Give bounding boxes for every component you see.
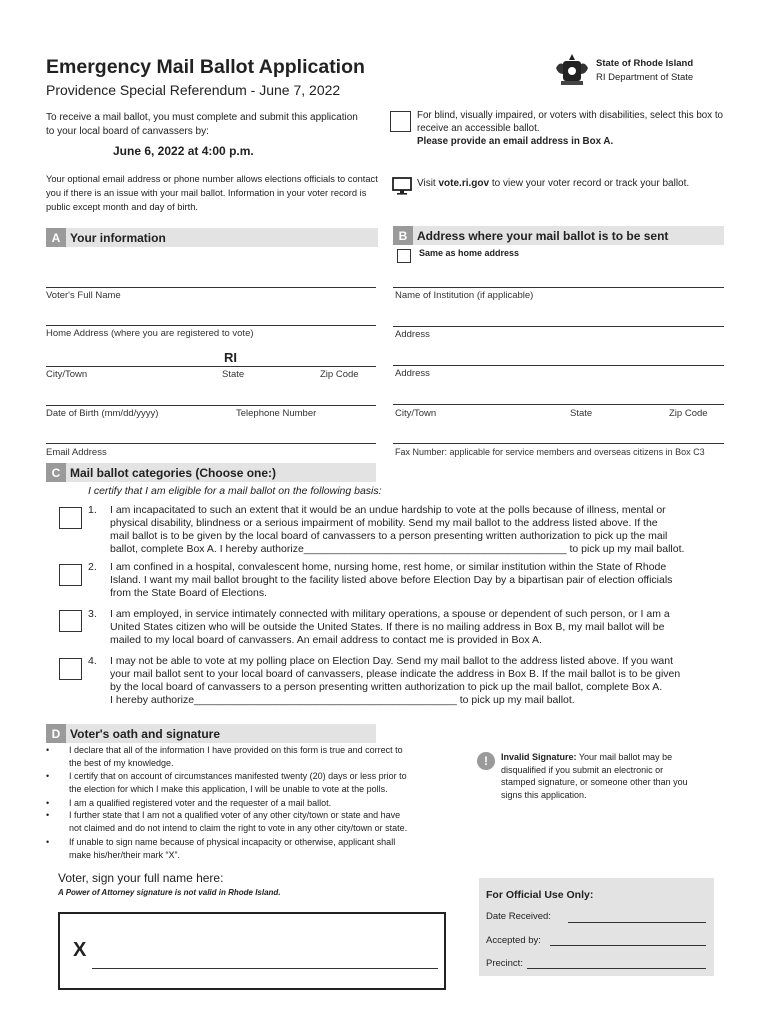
oath-bullet-marker: • <box>46 798 50 808</box>
state-value: RI <box>224 350 237 365</box>
state-label: State <box>222 369 245 380</box>
mail-city-line[interactable] <box>393 404 724 405</box>
category-3-checkbox[interactable] <box>59 610 82 632</box>
category-4-line: your mail ballot sent to your local board of canvassers, please indicate the address in Box B. If the mail ballot is to be given <box>110 668 681 680</box>
institution-line[interactable] <box>393 287 724 288</box>
x-mark: X <box>73 939 87 961</box>
category-2-line: from the State Board of Elections. <box>110 587 267 599</box>
full-name-line[interactable] <box>46 287 376 288</box>
certify-text: I certify that I am eligible for a mail ballot on the following basis: <box>88 485 382 497</box>
dob-label: Date of Birth (mm/dd/yyyy) <box>46 408 159 419</box>
form-subtitle: Providence Special Referendum - June 7, 2022 <box>46 82 341 98</box>
category-1-line: ballot, complete Box A. I hereby authorize_____________________________________________ to pick up my mail ballot. <box>110 543 685 555</box>
category-4-line: I hereby authorize_____________________________________________ to pick up my mail ballot. <box>110 694 575 706</box>
oath-line: I further state that I am not a qualified voter of any other city/town or state and have <box>69 810 401 820</box>
home-address-line[interactable] <box>46 325 376 326</box>
accessible-ballot-checkbox[interactable] <box>390 111 411 132</box>
email-label: Email Address <box>46 447 107 458</box>
fax-label: Fax Number: applicable for service members and overseas citizens in Box C3 <box>395 447 705 457</box>
phone-label: Telephone Number <box>236 408 317 419</box>
category-4-line: by the local board of canvassers to a person presenting written authorization to pick up the mail ballot, complete Box A. <box>110 681 663 693</box>
mail-zip-label: Zip Code <box>669 408 708 419</box>
state-name: State of Rhode Island <box>596 58 694 69</box>
date-received-label: Date Received: <box>486 911 551 922</box>
section-a-tag: A <box>46 228 66 247</box>
invalid-signature-title: Invalid Signature: <box>501 752 577 762</box>
fax-line[interactable] <box>393 443 724 444</box>
category-4-line: I may not be able to vote at my polling place on Election Day. Send my mail ballot to the address listed above. If you want <box>110 655 674 667</box>
deadline: June 6, 2022 at 4:00 p.m. <box>113 144 254 158</box>
precinct-label: Precinct: <box>486 958 523 969</box>
mail-address-line-2[interactable] <box>393 365 724 366</box>
category-4-number: 4. <box>88 655 97 667</box>
section-b-header <box>393 226 724 245</box>
accessible-ballot-text <box>417 109 723 148</box>
oath-item <box>69 836 395 861</box>
invalid-signature-note <box>501 751 721 801</box>
oath-bullet-marker: • <box>46 771 50 781</box>
invalid-signature-line: signs this application. <box>501 789 587 800</box>
mail-state-label: State <box>570 408 593 419</box>
category-3-text <box>110 608 670 647</box>
vote-ri-prefix: Visit <box>417 178 436 189</box>
oath-line: make his/her/their mark “X”. <box>69 849 181 860</box>
category-3-number: 3. <box>88 608 97 620</box>
oath-item <box>69 744 403 769</box>
mail-address-label-1: Address <box>395 329 430 340</box>
category-1-line: mail ballot is to be given by the local board of canvassers to a person presenting written authorization to pick up the mail <box>110 530 668 542</box>
category-1-line: I am incapacitated to such an extent that it would be an undue hardship to vote at the polls because of illness, mental or <box>110 504 666 516</box>
category-3-line: I am employed, in service intimately connected with military operations, a spouse or dependent of such person, or I am a <box>110 608 670 620</box>
same-as-home-label: Same as home address <box>419 248 520 258</box>
intro-text: To receive a mail ballot, you must complete and submit this application to your local board of canvassers by: <box>46 112 358 137</box>
poa-note: A Power of Attorney signature is not valid in Rhode Island. <box>58 888 281 897</box>
oath-line: I declare that all of the information I have provided on this form is true and correct to <box>69 745 403 755</box>
oath-line: If unable to sign name because of physical incapacity or otherwise, applicant shall <box>69 837 396 847</box>
category-2-text <box>110 561 672 600</box>
city-state-zip-line[interactable] <box>46 366 376 367</box>
full-name-label: Voter's Full Name <box>46 290 121 301</box>
section-d-header <box>46 724 376 743</box>
home-address-label: Home Address (where you are registered to vote) <box>46 328 254 339</box>
oath-line: the best of my knowledge. <box>69 757 174 768</box>
section-a-title: Your information <box>70 230 166 245</box>
mail-address-label-2: Address <box>395 368 430 379</box>
invalid-signature-line: disqualified if you submit an electronic or <box>501 764 664 775</box>
city-label: City/Town <box>46 369 88 380</box>
oath-bullet-marker: • <box>46 837 50 847</box>
form-title: Emergency Mail Ballot Application <box>46 56 365 78</box>
oath-line: not claimed and do not intend to claim the right to vote in any other city/town or state. <box>69 822 408 833</box>
zip-label: Zip Code <box>320 369 359 380</box>
computer-monitor-icon <box>392 177 412 195</box>
institution-label: Name of Institution (if applicable) <box>395 290 534 301</box>
category-4-checkbox[interactable] <box>59 658 82 680</box>
accepted-by-line[interactable] <box>550 945 706 946</box>
accessible-ballot-email-note: Please provide an email address in Box A. <box>417 136 614 147</box>
same-as-home-checkbox[interactable] <box>397 249 411 263</box>
sign-label: Voter, sign your full name here: <box>58 871 224 885</box>
vote-ri-note <box>417 178 689 189</box>
oath-line: I certify that on account of circumstances manifested twenty (20) days or less prior to <box>69 771 407 781</box>
section-c-title: Mail ballot categories (Choose one:) <box>70 465 277 480</box>
mail-city-label: City/Town <box>395 408 437 419</box>
category-2-checkbox[interactable] <box>59 564 82 586</box>
category-2-line: I am confined in a hospital, convalescent home, nursing home, rest home, or similar institution within the State of Rhode <box>110 561 667 573</box>
dob-phone-line[interactable] <box>46 405 376 406</box>
official-use-title: For Official Use Only: <box>486 889 594 901</box>
category-3-line: United States citizen who will be outside the United States. If there is no mailing address in Box B, my mail ballot will be <box>110 621 665 633</box>
section-b-title: Address where your mail ballot is to be sent <box>417 228 669 243</box>
vote-ri-suffix: to view your voter record or track your ballot. <box>491 178 690 189</box>
accessible-ballot-description: For blind, visually impaired, or voters with disabilities, select this box to receive an accessible ballot. <box>417 110 724 134</box>
department-name: RI Department of State <box>596 72 694 83</box>
section-c-header <box>46 463 376 482</box>
oath-item <box>69 797 331 810</box>
oath-bullet-marker: • <box>46 810 50 820</box>
category-1-text <box>110 504 684 556</box>
signature-box[interactable] <box>58 912 446 990</box>
invalid-signature-line: stamped signature, or someone other than you <box>501 777 688 787</box>
mail-address-line-1[interactable] <box>393 326 724 327</box>
signature-line <box>92 968 438 969</box>
category-1-checkbox[interactable] <box>59 507 82 529</box>
oath-item <box>69 770 407 795</box>
precinct-line[interactable] <box>527 968 706 969</box>
section-d-tag: D <box>46 724 66 743</box>
oath-line: the election for which I make this application, I will be unable to vote at the polls. <box>69 783 388 794</box>
date-received-line[interactable] <box>568 922 706 923</box>
invalid-signature-text: Your mail ballot may be <box>578 752 673 762</box>
email-line[interactable] <box>46 443 376 444</box>
accepted-by-label: Accepted by: <box>486 935 541 946</box>
oath-bullet-marker: • <box>46 745 50 755</box>
category-3-line: mailed to my local board of canvassers. An email address to contact me is provided in Box A. <box>110 634 542 646</box>
category-4-text <box>110 655 680 707</box>
section-b-tag: B <box>393 226 413 245</box>
oath-line: I am a qualified registered voter and the requester of a mail ballot. <box>69 798 332 808</box>
official-use-box <box>479 878 714 976</box>
vote-ri-link[interactable]: vote.ri.gov <box>438 178 490 189</box>
category-2-line: Island. I want my mail ballot brought to the facility listed above before Election Day by a bipartisan pair of election officials <box>110 574 673 586</box>
section-c-tag: C <box>46 463 66 482</box>
category-1-number: 1. <box>88 504 97 516</box>
optional-contact-note: Your optional email address or phone number allows elections officials to contact you if there is an issue with your mail ballot. Information in your voter record is public except month and day of birth. <box>46 174 378 212</box>
section-a-header <box>46 228 378 247</box>
section-d-title: Voter's oath and signature <box>70 726 220 741</box>
category-2-number: 2. <box>88 561 97 573</box>
oath-item <box>69 809 407 834</box>
category-1-line: physical disability, blindness or a serious impairment of mobility. Send my mail ballot to the address listed above. If the <box>110 517 658 529</box>
state-seal-icon <box>553 52 591 88</box>
warning-icon: ! <box>477 752 495 770</box>
